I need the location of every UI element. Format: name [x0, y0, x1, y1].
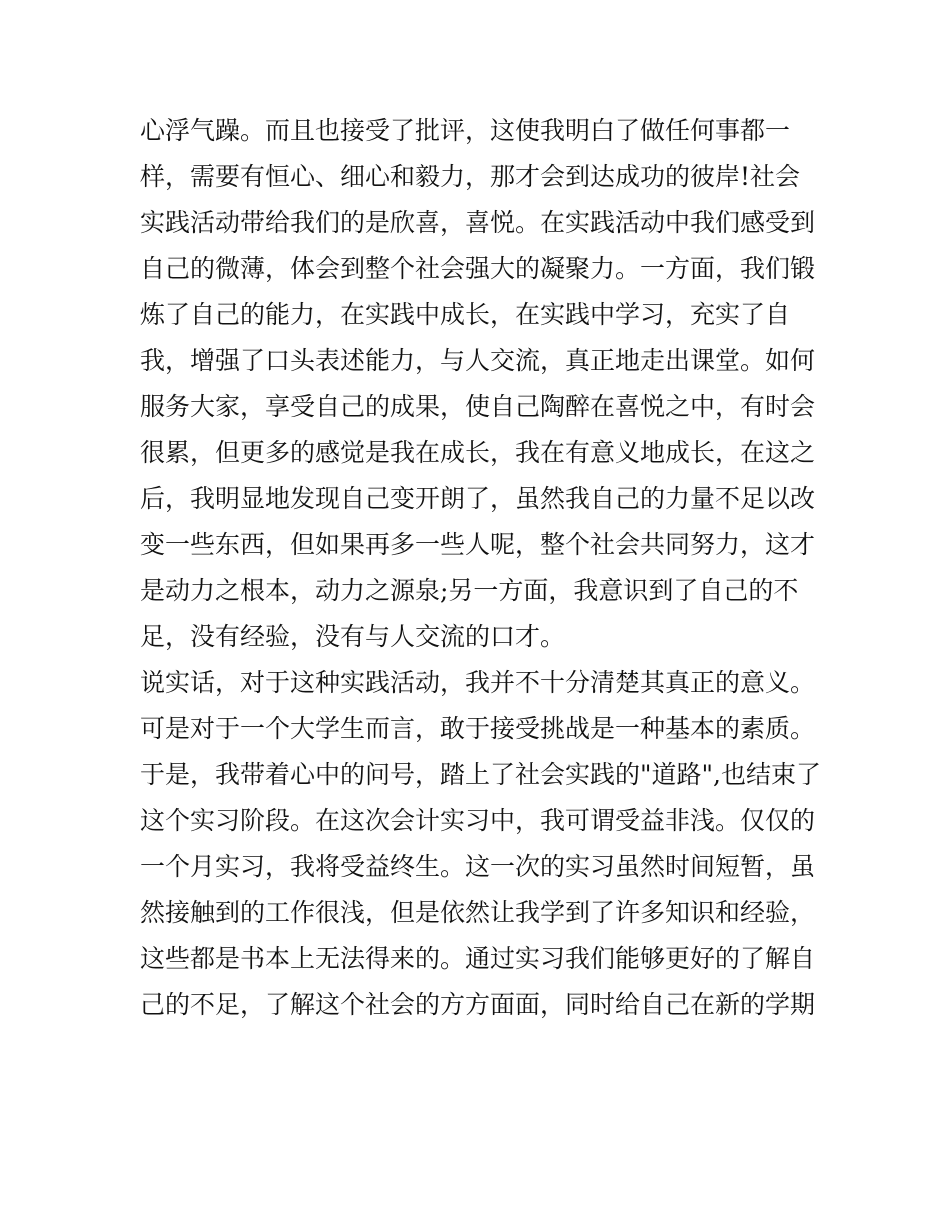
text-line: 己的不足，了解这个社会的方方面面，同时给自己在新的学期: [140, 990, 816, 1019]
text-line: 这些都是书本上无法得来的。通过实习我们能够更好的了解自: [140, 944, 816, 973]
text-line: 炼了自己的能力，在实践中成长，在实践中学习，充实了自: [140, 300, 791, 329]
text-line: 我，增强了口头表述能力，与人交流，真正地走出课堂。如何: [140, 346, 816, 375]
text-line: 很累，但更多的感觉是我在成长，我在有意义地成长，在这之: [140, 438, 816, 467]
text-line: 变一些东西，但如果再多一些人呢，整个社会共同努力，这才: [140, 530, 816, 559]
text-line: 这个实习阶段。在这次会计实习中，我可谓受益非浅。仅仅的: [140, 806, 816, 835]
text-line: 心浮气躁。而且也接受了批评，这使我明白了做任何事都一: [140, 116, 791, 145]
text-line: 是动力之根本，动力之源泉;另一方面，我意识到了自己的不: [140, 576, 799, 605]
text-line: 足，没有经验，没有与人交流的口才。: [140, 622, 566, 651]
text-line: 服务大家，享受自己的成果，使自己陶醉在喜悦之中，有时会: [140, 392, 816, 421]
text-line: 一个月实习，我将受益终生。这一次的实习虽然时间短暂，虽: [140, 852, 816, 881]
body-text: [140, 108, 820, 1028]
text-line: 于是，我带着心中的问号，踏上了社会实践的"道路",也结束了: [140, 760, 821, 789]
text-line: 然接触到的工作很浅，但是依然让我学到了许多知识和经验，: [140, 898, 816, 927]
text-line: 可是对于一个大学生而言，敢于接受挑战是一种基本的素质。: [140, 714, 816, 743]
text-line: 后，我明显地发现自己变开朗了，虽然我自己的力量不足以改: [140, 484, 816, 513]
text-line: 自己的微薄，体会到整个社会强大的凝聚力。一方面，我们锻: [140, 254, 816, 283]
text-line: 说实话，对于这种实践活动，我并不十分清楚其真正的意义。: [140, 668, 816, 697]
text-line: 样，需要有恒心、细心和毅力，那才会到达成功的彼岸!社会: [140, 162, 801, 191]
text-line: 实践活动带给我们的是欣喜，喜悦。在实践活动中我们感受到: [140, 208, 816, 237]
